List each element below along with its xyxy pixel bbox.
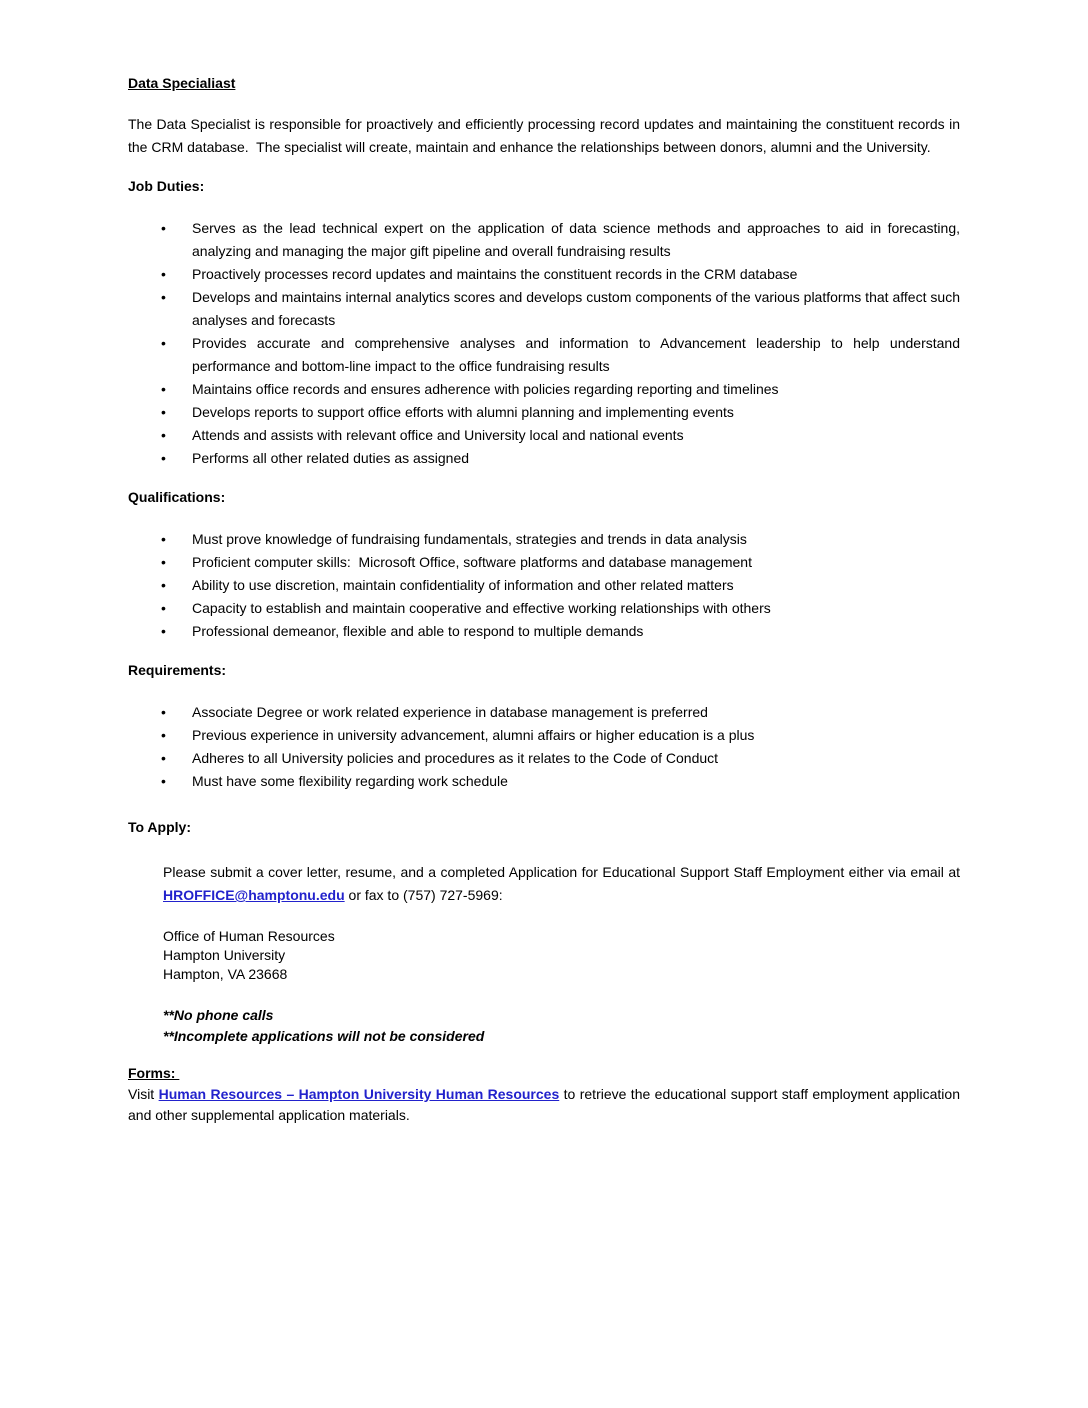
requirement-item: • Associate Degree or work related experience in database management is preferred (192, 701, 960, 724)
email-link[interactable]: HROFFICE@hamptonu.edu (163, 887, 345, 903)
mailing-address (128, 927, 960, 984)
qualification-item: • Professional demeanor, flexible and able to respond to multiple demands (192, 620, 960, 643)
to-apply-heading: To Apply: (128, 819, 191, 835)
qualification-item: • Capacity to establish and maintain cooperative and effective working relationships with others (192, 597, 960, 620)
job-duties-list (128, 217, 960, 470)
requirements-list (128, 701, 960, 793)
document-title: Data Specialiast (128, 75, 236, 91)
requirement-item: • Must have some flexibility regarding work schedule (192, 770, 960, 793)
application-notes (128, 1005, 960, 1047)
qualifications-heading: Qualifications: (128, 489, 226, 505)
job-duty-item: • Maintains office records and ensures adherence with policies regarding reporting and timelines (192, 378, 960, 401)
qualification-item: • Must prove knowledge of fundraising fundamentals, strategies and trends in data analysis (192, 528, 960, 551)
apply-instructions (128, 861, 960, 907)
job-duty-item: • Develops reports to support office efforts with alumni planning and implementing events (192, 401, 960, 424)
address-line-city: Hampton, VA 23668 (163, 966, 288, 982)
address-line-office: Office of Human Resources (163, 928, 335, 944)
forms-heading: Forms: (128, 1065, 180, 1081)
note-no-phone-calls: **No phone calls (163, 1007, 274, 1023)
job-duty-item: • Proactively processes record updates and maintains the constituent records in the CRM database (192, 263, 960, 286)
apply-text-after-link: or fax to (757) 727-5969: (344, 887, 503, 903)
apply-text-before-link: Please submit a cover letter, resume, and a completed Application for Educational Support Staff Employment either via email at (163, 864, 960, 880)
human-resources-link[interactable]: Human Resources – Hampton University Human Resources (158, 1086, 560, 1102)
requirements-heading: Requirements: (128, 662, 227, 678)
job-duty-item: • Serves as the lead technical expert on the application of data science methods and approaches to aid in forecasting, analyzing and managing the major gift pipeline and overall fundraising results (192, 217, 960, 263)
requirement-item: • Adheres to all University policies and procedures as it relates to the Code of Conduct (192, 747, 960, 770)
forms-text-before-link: Visit (128, 1086, 159, 1102)
job-duty-item: • Provides accurate and comprehensive analyses and information to Advancement leadership to help understand performance and bottom-line impact to the office fundraising results (192, 332, 960, 378)
forms-paragraph (128, 1084, 960, 1126)
forms-text-after-link: to retrieve the educational support staff employment application and other supplemental application materials. (128, 1086, 960, 1123)
qualification-item: • Proficient computer skills: Microsoft Office, software platforms and database management (192, 551, 960, 574)
intro-paragraph: The Data Specialist is responsible for proactively and efficiently processing record updates and maintaining the constituent records in the CRM database. The specialist will create, maintain and enhance the relationships between donors, alumni and the University. (128, 116, 960, 155)
qualification-item: • Ability to use discretion, maintain confidentiality of information and other related matters (192, 574, 960, 597)
job-duties-heading: Job Duties: (128, 178, 205, 194)
note-incomplete-applications: **Incomplete applications will not be considered (163, 1028, 485, 1044)
qualifications-list (128, 528, 960, 643)
job-duty-item: • Performs all other related duties as assigned (192, 447, 960, 470)
job-duty-item: • Attends and assists with relevant office and University local and national events (192, 424, 960, 447)
requirement-item: • Previous experience in university advancement, alumni affairs or higher education is a plus (192, 724, 960, 747)
address-line-university: Hampton University (163, 947, 286, 963)
job-duty-item: • Develops and maintains internal analytics scores and develops custom components of the various platforms that affect such analyses and forecasts (192, 286, 960, 332)
